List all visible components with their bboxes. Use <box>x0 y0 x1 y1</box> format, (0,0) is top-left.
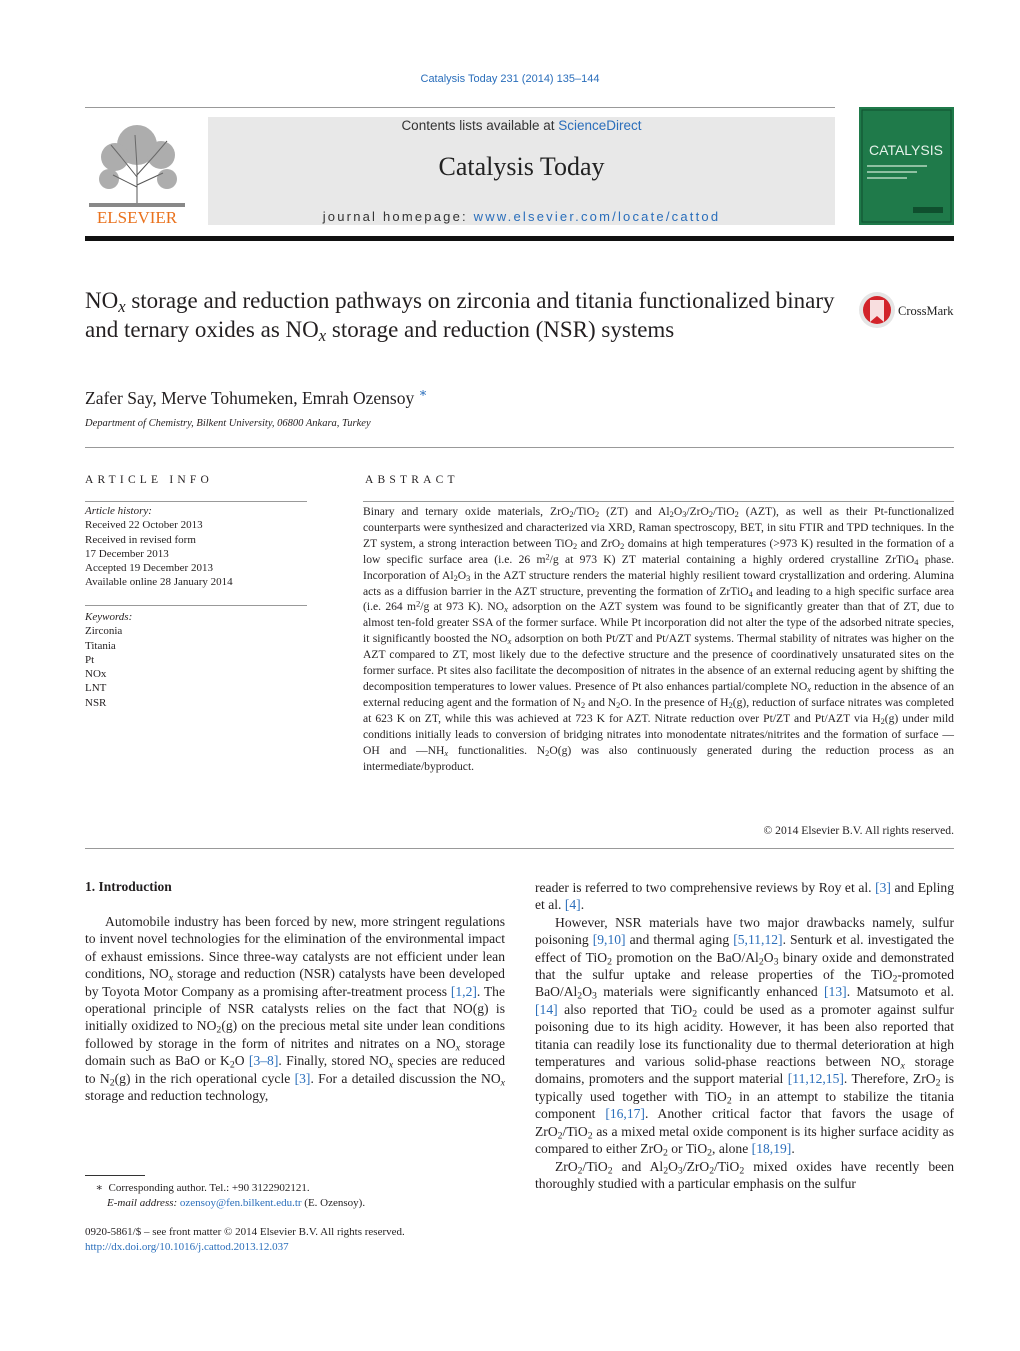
divider <box>85 447 954 448</box>
divider <box>85 605 307 606</box>
citation-link[interactable]: [11,12,15] <box>787 1071 844 1087</box>
journal-cover-thumbnail[interactable] <box>859 107 954 225</box>
issn-line: 0920-5861/$ – see front matter © 2014 Elsevier B.V. All rights reserved. <box>85 1226 405 1238</box>
keyword: LNT <box>85 682 107 695</box>
abstract-text: Binary and ternary oxide materials, ZrO$_2$/TiO$_2$ (ZT) and $Al_2O_3/ZrO_2/TiO_2$ (AZT), as well as their Pt-functionalized counterparts were synthesized and characterized via XRD, Raman spectroscopy, BET, in situ FTIR and TPD techniques. In the ZT system, a strong interaction between TiO$_2$ and ZrO$_2$ domains at high temperatures (>973 K) resulted in the formation of a low specific surface area (i.e. 26 $m^2/g$ at 973 K) ZT material containing a highly ordered crystalline ZrTiO$_4$ phase. Incorporation of $Al_2O_3$ in the AZT structure renders the material highly resilient toward crystallization and ordering. Alumina acts as a diffusion barrier in the AZT structure, preventing the formation of ZrTiO$_4$ and leading to a high specific surface area (i.e. 264 $m^2/g$ at 973 K). $NO_x$ adsorption on the AZT system was found to be significantly greater than that of ZT, due to almost ten-fold greater SSA of the former surface. While Pt incorporation did not alter the type of the adsorbed nitrate species, it significantly boosted the $NO_x$ adsorption on both Pt/ZT and Pt/AZT systems. Thermal stability of nitrates was higher on the AZT compared to ZT, most likely due to the defective structure and the presence of coordinatively unsaturated sites on the former surface. Pt sites also facilitate the decomposition of nitrates in the absence of an external reducing agent by shifting the decomposition temperatures to lower values. Presence of Pt also enhances partial/complete $NO_x$ reduction in the absence of an external reducing agent and the formation of $N_2$ and $N_2O$. In the presence of $H_2(g)$, reduction of surface nitrates was completed at 623 K on ZT, while this was achieved at 723 K for AZT. Nitrate reduction over Pt/ZT and Pt/AZT via $H_2(g)$ under mild conditions initially leads to conversion of bridging nitrates into monodentate nitrates/nitrites and the formation of surface —OH and $—NH_x$ functionalities. $N_2O(g)$ was also continuously generated during the reduction process as an intermediate/byproduct. <box>363 505 955 773</box>
keyword: Zirconia <box>85 625 123 638</box>
paragraph: However, NSR materials have two major drawbacks namely, sulfur poisoning [9,10] and thermal aging [5,11,12]. Senturk et al. investigated the effect of TiO$_2$ promotion on the BaO/$Al_2O_3$ binary oxide and demonstrated that the sulfur uptake and release properties of the TiO$_2$-promoted BaO/$Al_2O_3$ materials were significantly enhanced [13]. Matsumoto et al. [14] also reported that TiO$_2$ could be used as a promoter against sulfur poisoning due to its high acidity. However, it has been also reported that titania can readily lose its functionality due to thermal deterioration at high temperatures and various solid-phase reactions between $NO_x$ storage domains, promoters and the support material [11,12,15]. Therefore, ZrO$_2$ is typically used together with TiO$_2$ in an attempt to stabilize the titania component [16,17]. Another critical factor that favors the usage of ZrO$_2$/TiO$_2$ as a mixed metal oxide component is its higher surface acidity as compared to either ZrO$_2$ or TiO$_2$, alone [18,19]. <box>535 914 955 1159</box>
journal-homepage-line <box>208 209 835 224</box>
citation-link[interactable]: [18,19] <box>751 1141 792 1157</box>
svg-text:CrossMark: CrossMark <box>898 304 954 318</box>
citation-link[interactable]: [14] <box>535 1001 558 1017</box>
abstract-heading: ABSTRACT <box>365 474 459 486</box>
keyword: Pt <box>85 653 95 666</box>
history-item: Available online 28 January 2014 <box>85 576 233 589</box>
keywords-list <box>85 610 307 710</box>
elsevier-logo <box>85 117 189 227</box>
article-info-heading: ARTICLE INFO <box>85 474 213 486</box>
paragraph: ZrO$_2$/TiO$_2$ and $Al_2O_3/ZrO_2/TiO_2$ mixed oxides have recently been thoroughly studied with a particular emphasis on the sulfur <box>535 1158 954 1191</box>
body-column-right <box>535 879 954 1192</box>
divider <box>363 501 954 502</box>
citation-link[interactable]: [5,11,12] <box>733 932 783 948</box>
history-item: Received in revised form <box>85 533 196 546</box>
footnote-email: E-mail address: ozensoy@fen.bilkent.edu.tr (E. Ozensoy). <box>107 1197 366 1209</box>
abstract-copyright: © 2014 Elsevier B.V. All rights reserved. <box>763 824 954 837</box>
keyword: Titania <box>85 639 116 652</box>
footnote-corresponding: ∗ Corresponding author. Tel.: +90 3122902121. <box>95 1182 310 1194</box>
history-item: Accepted 19 December 2013 <box>85 562 213 575</box>
footnote <box>85 1181 505 1211</box>
citation-link[interactable]: [3] <box>294 1070 311 1086</box>
homepage-link[interactable]: www.elsevier.com/locate/cattod <box>473 209 721 224</box>
divider <box>85 107 835 108</box>
affiliation: Department of Chemistry, Bilkent University, 06800 Ankara, Turkey <box>85 418 371 429</box>
svg-text:CATALYSIS: CATALYSIS <box>869 142 943 158</box>
svg-text:ELSEVIER: ELSEVIER <box>96 208 178 227</box>
issn-doi-block <box>85 1225 405 1255</box>
article-history <box>85 504 307 590</box>
paragraph: Automobile industry has been forced by new, more stringent regulations to invent novel technologies for the elimination of the environmental impact of exhaust emissions. Since three-way catalysts are not efficient under lean conditions, $NO_x$ storage and reduction (NSR) catalysts have been developed by Toyota Motor Company as a promising after-treatment process [1,2]. The operational principle of NSR catalysts relies on the fact that NO(g) is initially oxidized to $NO_2(g)$ on the precious metal site under lean conditions followed by storage in the form of nitrites and nitrates on a $NO_x$ storage domain such as BaO or $K_2O$ [3–8]. Finally, stored $NO_x$ species are reduced to $N_2(g)$ in the rich operational cycle [3]. For a detailed discussion the $NO_x$ storage and reduction technology, <box>85 914 506 1104</box>
history-item: 17 December 2013 <box>85 547 169 560</box>
keyword: NOx <box>85 668 107 681</box>
citation-link[interactable]: [13] <box>824 984 847 1000</box>
citation-link[interactable]: [1,2] <box>450 983 477 999</box>
homepage-prefix: journal homepage: <box>322 209 474 224</box>
history-item: Received 22 October 2013 <box>85 519 203 532</box>
keyword: NSR <box>85 696 107 709</box>
keywords-label: Keywords: <box>85 611 133 623</box>
doi-link[interactable]: http://dx.doi.org/10.1016/j.cattod.2013.12.037 <box>85 1241 289 1253</box>
citation-link[interactable]: [16,17] <box>605 1106 645 1122</box>
footnote-divider <box>85 1175 145 1176</box>
citation-link[interactable]: [4] <box>564 897 581 913</box>
citation-link[interactable]: [3–8] <box>248 1053 279 1069</box>
article-title: $NO_x$ storage and reduction pathways on zirconia and titania functionalized binary and ternary oxides as $NO_x$ storage and reduction (NSR) systems <box>85 288 835 346</box>
author-list: Zafer Say, Merve Tohumeken, Emrah Ozensoy ∗ <box>85 385 428 408</box>
corresponding-author-mark[interactable]: ∗ <box>418 385 428 400</box>
email-link[interactable]: ozensoy@fen.bilkent.edu.tr <box>179 1197 302 1209</box>
history-label: Article history: <box>85 505 152 517</box>
divider <box>85 501 307 502</box>
crossmark-badge[interactable] <box>858 290 958 332</box>
divider <box>85 848 954 849</box>
journal-title: Catalysis Today <box>438 152 605 181</box>
body-column-left <box>85 913 505 1104</box>
section-heading-introduction: 1. Introduction <box>85 879 172 894</box>
contents-line <box>208 118 835 133</box>
contents-prefix: Contents lists available at <box>401 118 559 133</box>
sciencedirect-link[interactable]: ScienceDirect <box>558 118 642 133</box>
header-divider <box>85 236 954 241</box>
citation-link[interactable]: [9,10] <box>592 932 626 948</box>
citation-link[interactable]: [3] <box>875 880 891 895</box>
journal-reference[interactable]: Catalysis Today 231 (2014) 135–144 <box>420 73 600 85</box>
paragraph: reader is referred to two comprehensive reviews by Roy et al. [3] and Epling et al. [4]. <box>535 880 954 913</box>
